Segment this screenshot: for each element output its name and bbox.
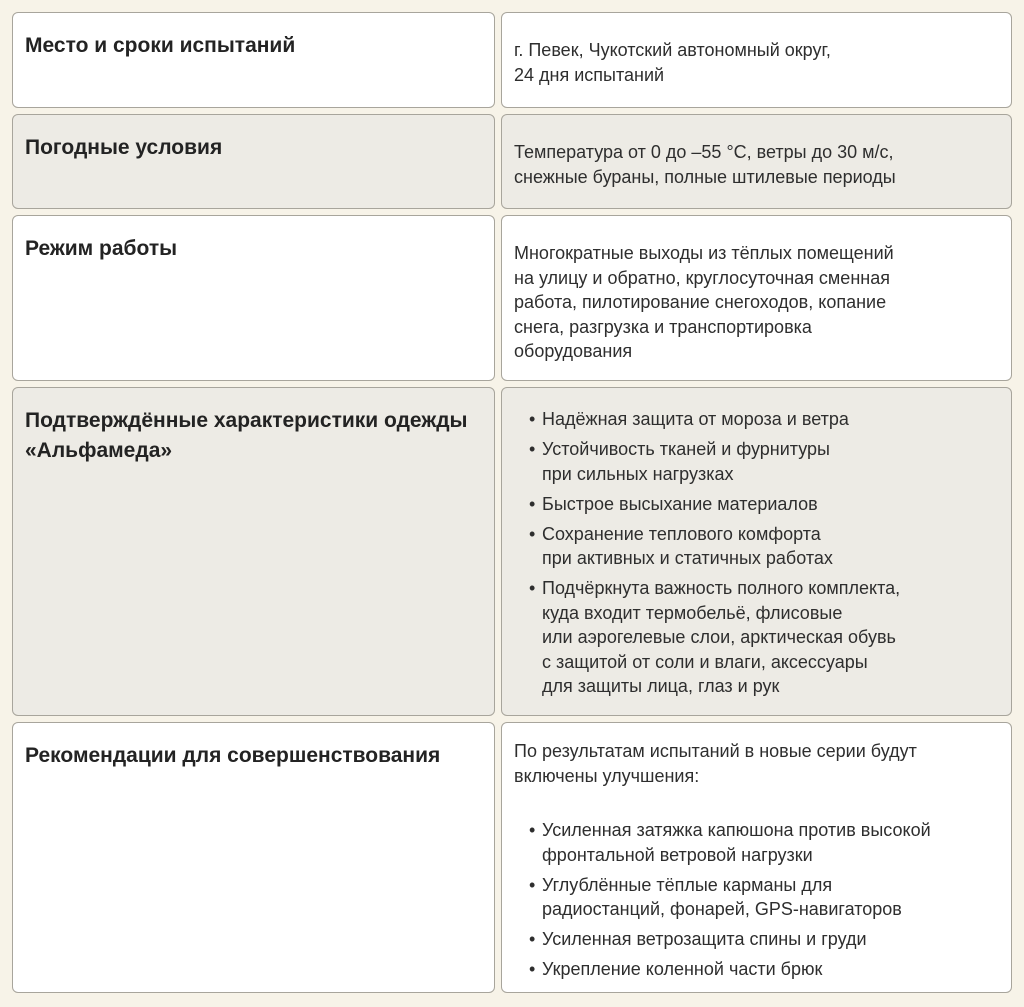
list-item: • Усиленная ветрозащита спины и груди [529, 927, 999, 952]
row-label-cell [12, 12, 495, 108]
row-value-cell [501, 12, 1012, 108]
row-value-cell [501, 215, 1012, 381]
row-label-cell [12, 215, 495, 381]
row-label: Погодные условия [25, 136, 223, 159]
row-label: Место и сроки испытаний [25, 34, 296, 57]
feature-list [514, 407, 999, 699]
row-value-cell [501, 722, 1012, 993]
row-label-cell [12, 114, 495, 209]
row-label-cell [12, 387, 495, 716]
list-item: • Сохранение теплового комфорта при активных и статичных работах [529, 522, 999, 571]
recommendation-list [514, 818, 999, 982]
row-value: Многократные выходы из тёплых помещений на улицу и обратно, круглосуточная сменная работа, пилотирование снегоходов, копание снега, разгрузка и транспортировка оборудования [514, 243, 894, 361]
table-row-location [12, 12, 1012, 108]
trial-summary-table [12, 12, 1012, 999]
table-row-recommendations [12, 722, 1012, 993]
list-item: • Укрепление коленной части брюк [529, 957, 999, 982]
row-label: Рекомендации для совершенствования [25, 744, 441, 767]
table-row-weather [12, 114, 1012, 209]
row-label-cell [12, 722, 495, 993]
row-value-cell [501, 114, 1012, 209]
list-item: • Устойчивость тканей и фурнитуры при сильных нагрузках [529, 437, 999, 486]
table-row-work-mode [12, 215, 1012, 381]
recommendations-intro: По результатам испытаний в новые серии будут включены улучшения: [514, 741, 917, 786]
list-item: • Углублённые тёплые карманы для радиостанций, фонарей, GPS-навигаторов [529, 873, 999, 922]
list-item: • Быстрое высыхание материалов [529, 492, 999, 517]
row-value: г. Певек, Чукотский автономный округ, 24 дня испытаний [514, 40, 831, 85]
row-label: Подтверждённые характеристики одежды «Альфамеда» [25, 409, 468, 462]
row-value: Температура от 0 до –55 °C, ветры до 30 м/с, снежные бураны, полные штилевые периоды [514, 142, 896, 187]
row-value-cell [501, 387, 1012, 716]
list-item: • Надёжная защита от мороза и ветра [529, 407, 999, 432]
row-label: Режим работы [25, 237, 178, 260]
list-item: • Подчёркнута важность полного комплекта, куда входит термобельё, флисовые или аэрогелевые слои, арктическая обувь с защитой от соли и влаги, аксессуары для защиты лица, глаз и рук [529, 576, 999, 699]
list-item: • Усиленная затяжка капюшона против высокой фронтальной ветровой нагрузки [529, 818, 999, 867]
table-row-confirmed-features [12, 387, 1012, 716]
